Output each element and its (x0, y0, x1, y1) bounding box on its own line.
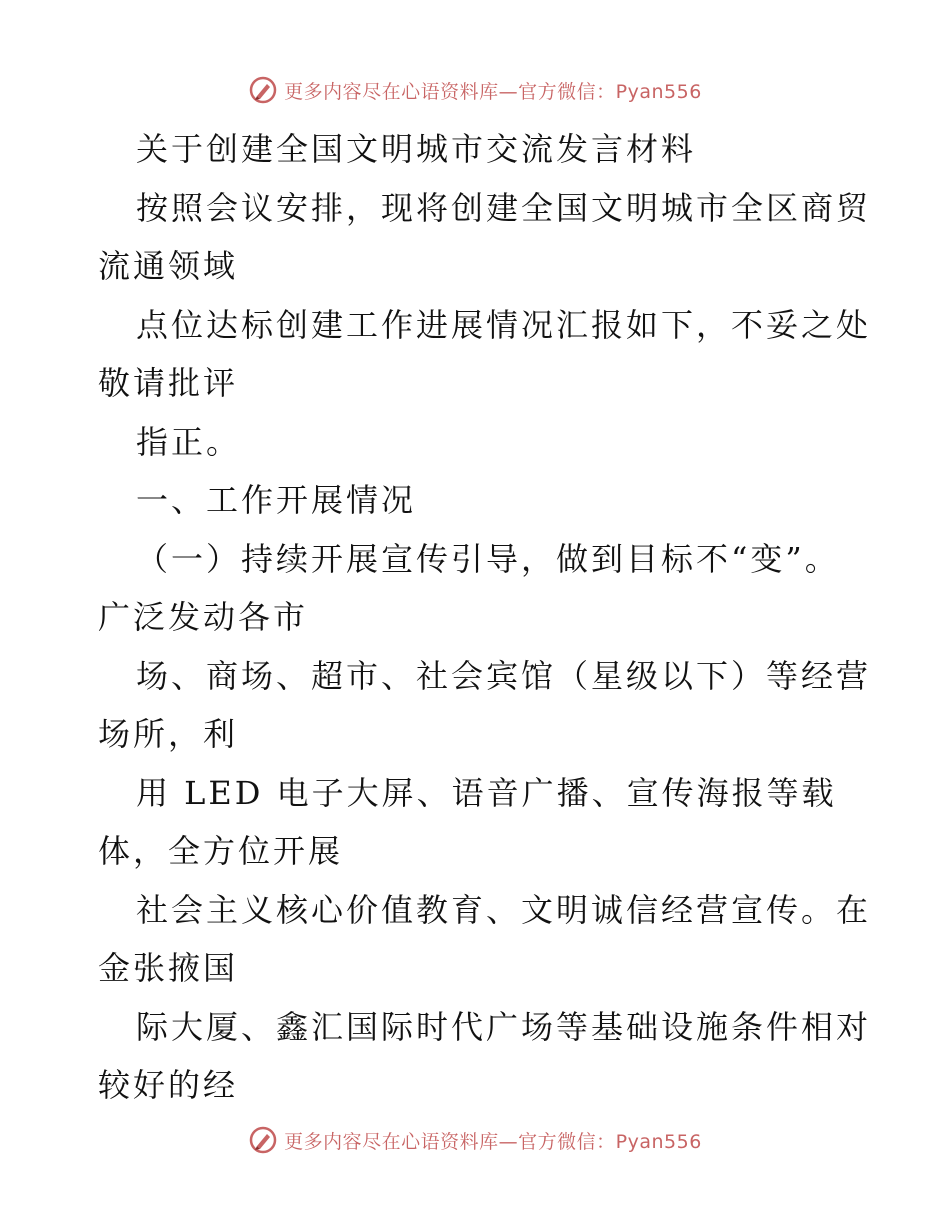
text-line: 社会主义核心价值教育、文明诚信经营宣传。在 (136, 890, 872, 929)
text-line: 点位达标创建工作进展情况汇报如下，不妥之处 (136, 305, 872, 344)
text-line: 场所，利 (98, 715, 239, 753)
watermark-footer (0, 1120, 950, 1160)
text-line: 流通领域 (98, 247, 239, 285)
text-line: 金张掖国 (98, 949, 239, 987)
text-line: 体，全方位开展 (98, 832, 344, 870)
text-line: 敬请批评 (98, 364, 239, 402)
text-line: 一、工作开展情况 (136, 481, 417, 519)
text-line: 场、商场、超市、社会宾馆（星级以下）等经营 (136, 656, 872, 695)
text-line: 按照会议安排，现将创建全国文明城市全区商贸 (136, 188, 872, 227)
text-line: （一）持续开展宣传引导，做到目标不“变”。 (136, 539, 840, 578)
pen-logo-icon (248, 75, 278, 105)
document-body (98, 120, 872, 1115)
pen-logo-icon (248, 1125, 278, 1155)
text-line: 指正。 (136, 422, 242, 461)
watermark-header (0, 70, 950, 110)
text-line: 用 LED 电子大屏、语音广播、宣传海报等载 (136, 773, 837, 812)
text-line: 关于创建全国文明城市交流发言材料 (136, 130, 697, 168)
watermark-text: 更多内容尽在心语资料库—官方微信：Pyan556 (284, 80, 702, 103)
watermark-text: 更多内容尽在心语资料库—官方微信：Pyan556 (284, 1130, 702, 1153)
text-line: 较好的经 (98, 1066, 239, 1104)
text-line: 际大厦、鑫汇国际时代广场等基础设施条件相对 (136, 1007, 872, 1046)
text-line: 广泛发动各市 (98, 598, 309, 636)
